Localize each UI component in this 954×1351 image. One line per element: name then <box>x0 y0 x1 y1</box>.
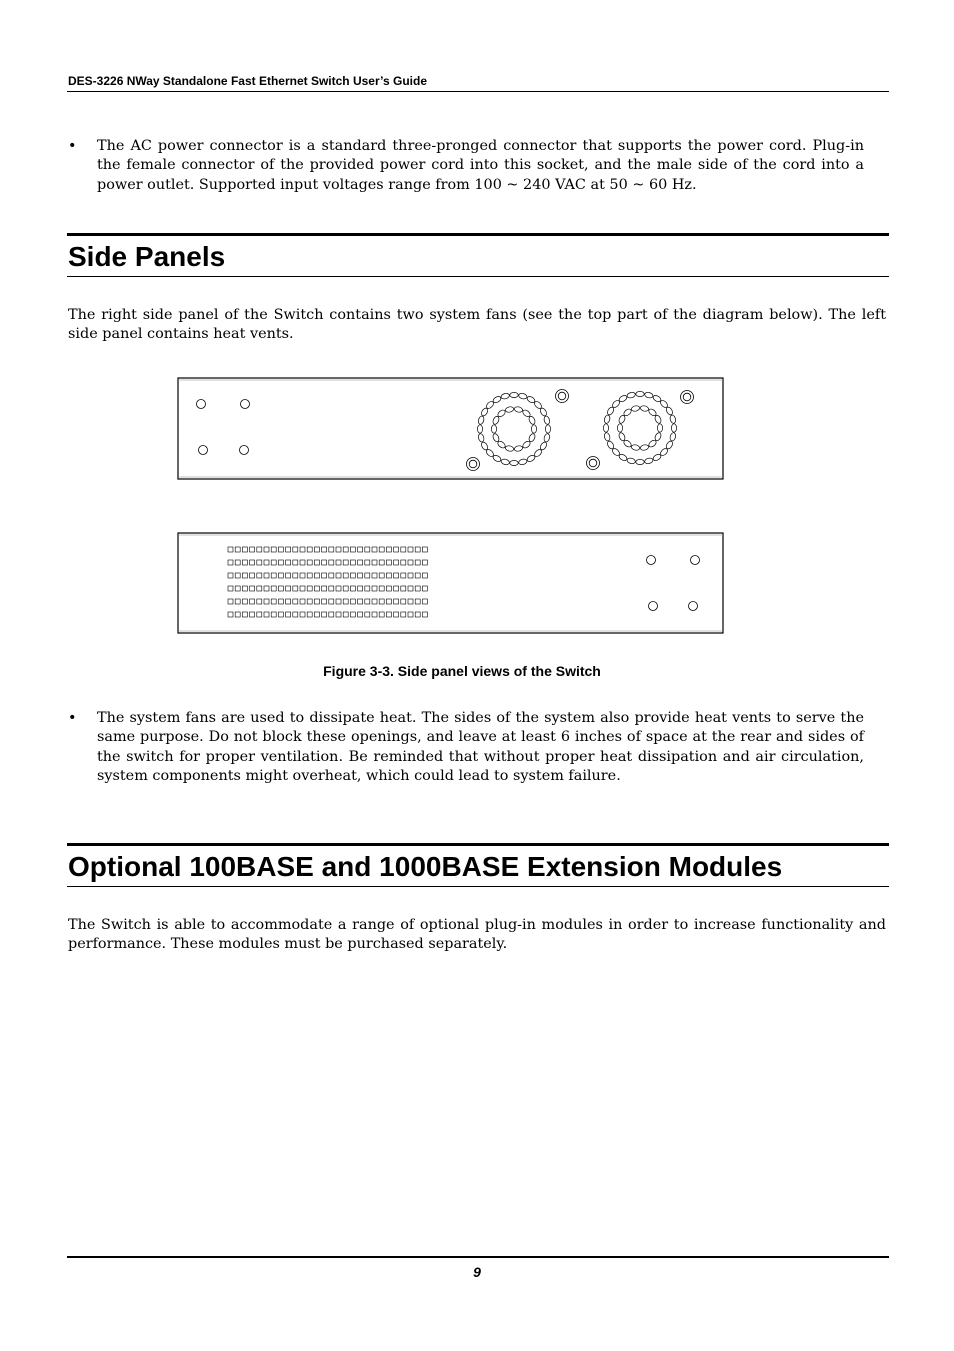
figure-caption: Figure 3-3. Side panel views of the Switch <box>323 663 601 679</box>
section-divider-bottom <box>67 276 889 277</box>
bullet-item-system-fans <box>68 709 864 786</box>
section-heading-side-panels: Side Panels <box>68 241 226 272</box>
section-heading-extension-modules: Optional 100BASE and 1000BASE Extension Modules <box>68 851 783 882</box>
section-divider-top <box>67 233 889 236</box>
extension-modules-paragraph: The Switch is able to accommodate a range of optional plug-in modules in order to increase functionality and performance. These modules must be purchased separately. <box>68 917 886 953</box>
bullet-text: The system fans are used to dissipate heat. The sides of the system also provide heat vents to serve the same purpose. Do not block these openings, and leave at least 6 inches of space at the rear and sides of the switch for proper ventilation. Be reminded that without proper heat dissipation and air circulation, system components might overheat, which could lead to system failure. <box>97 710 864 784</box>
bullet-icon: • <box>68 138 77 154</box>
side-panels-paragraph: The right side panel of the Switch contains two system fans (see the top part of the diagram below). The left side panel contains heat vents. <box>68 307 886 343</box>
header-divider <box>67 91 889 92</box>
bullet-item-ac-power <box>68 137 864 195</box>
section-divider-top <box>67 843 889 846</box>
section-divider-bottom <box>67 886 889 887</box>
document-header: DES-3226 NWay Standalone Fast Ethernet Switch User’s Guide <box>68 74 427 88</box>
bullet-text: The AC power connector is a standard three-pronged connector that supports the power cord. Plug-in the female connector of the provided power cord into this socket, and the male side of the cord into a power outlet. Supported input voltages range from 100 ~ 240 VAC at 50 ~ 60 Hz. <box>97 138 864 193</box>
footer-divider <box>67 1256 889 1258</box>
left-side-panel <box>178 533 723 633</box>
side-panel-diagram <box>170 370 730 640</box>
page-number: 9 <box>473 1264 481 1280</box>
bullet-icon: • <box>68 710 77 726</box>
right-side-panel <box>178 378 723 479</box>
